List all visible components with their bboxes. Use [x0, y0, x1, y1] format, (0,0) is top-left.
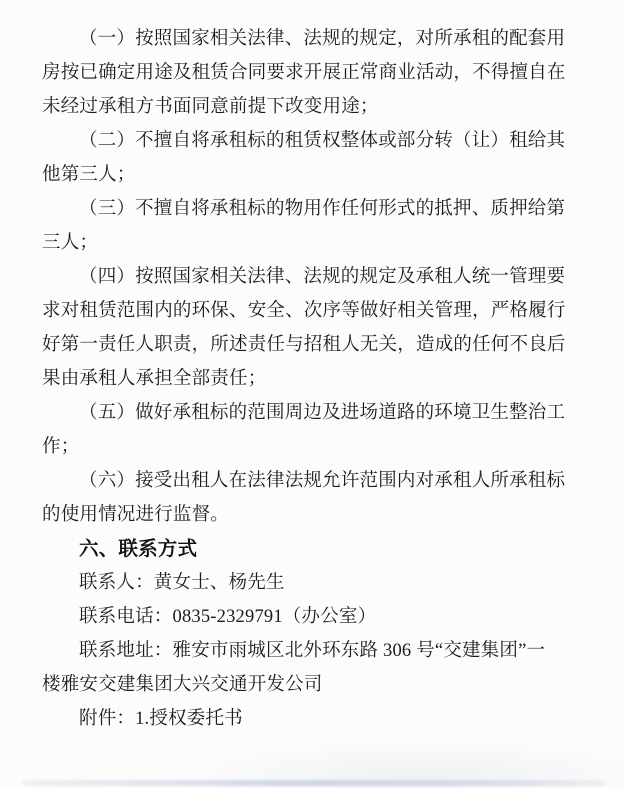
scan-smudge-artifact: [180, 738, 624, 788]
text-line: （五）做好承租标的范围周边及进场道路的环境卫生整治工: [79, 403, 566, 423]
text-line: （六）接受出租人在法律法规允许范围内对承租人所承租标: [79, 471, 566, 491]
text-line: 附件：1.授权委托书: [79, 709, 243, 729]
text-line: 作；: [42, 437, 80, 457]
text-line: 未经过承租方书面同意前提下改变用途；: [42, 97, 379, 117]
text-line: （一）按照国家相关法律、法规的规定，对所承租的配套用: [79, 29, 566, 49]
text-line: （二）不擅自将承租标的租赁权整体或部分转（让）租给其: [79, 131, 566, 151]
text-line: 联系电话：0835-2329791（办公室）: [79, 607, 377, 627]
text-line: 房按已确定用途及租赁合同要求开展正常商业活动，不得擅自在: [42, 63, 566, 83]
text-line: 联系地址：雅安市雨城区北外环东路 306 号“交建集团”一: [79, 641, 546, 661]
text-line: 求对租赁范围内的环保、安全、次序等做好相关管理，严格履行: [42, 301, 566, 321]
section-heading: 六、联系方式: [79, 538, 198, 560]
text-line: 他第三人；: [42, 165, 136, 185]
text-line: 果由承租人承担全部责任；: [42, 369, 267, 389]
text-line: 好第一责任人职责，所述责任与招租人无关，造成的任何不良后: [42, 335, 566, 355]
text-line: （四）按照国家相关法律、法规的规定及承租人统一管理要: [79, 267, 566, 287]
scan-bottom-strip-artifact: [22, 780, 606, 786]
text-line: 的使用情况进行监督。: [42, 505, 230, 525]
text-line: 联系人：黄女士、杨先生: [79, 573, 285, 593]
text-line: （三）不擅自将承租标的物用作任何形式的抵押、质押给第: [79, 199, 566, 219]
text-line: 三人；: [42, 233, 99, 253]
document-text-block: [42, 0, 572, 736]
text-line: 楼雅安交建集团大兴交通开发公司: [42, 675, 323, 695]
